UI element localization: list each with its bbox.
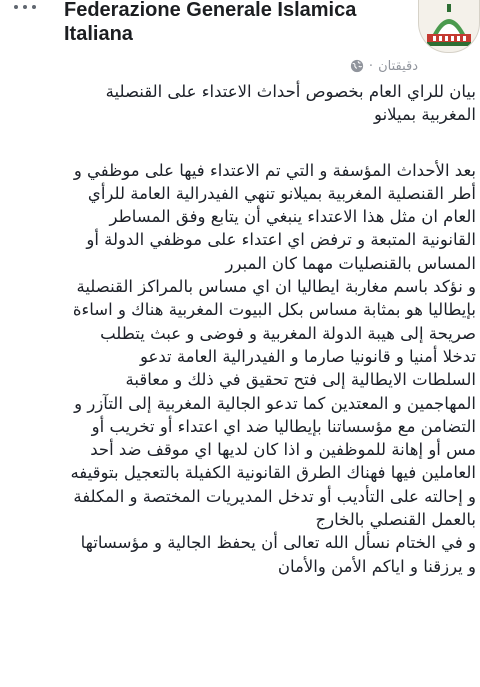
more-dot xyxy=(14,5,18,9)
post-line: العام ان مثل هذا الاعتداء ينبغي أن يتابع وفق المساطر xyxy=(109,207,476,227)
globe-icon[interactable] xyxy=(350,59,364,73)
post-line: المهاجمين و المعتدين كما تدعو الجالية المغربية إلى التآزر و xyxy=(74,393,476,413)
post-title xyxy=(6,80,476,127)
post-line: بإيطاليا هو بمثابة مساس بكل البيوت المغربية هناك و اساءة xyxy=(72,300,476,320)
post-paragraph xyxy=(6,159,476,578)
post-line: العاملين فيها فهناك الطرق القانونية الكفيلة بالتعجيل بتوقيفه xyxy=(70,463,476,483)
post-line: صريحة إلى هيبة الدولة المغربية و فوضى و عبث يتطلب xyxy=(100,323,476,343)
post-line: بالعمل القنصلي بالخارج xyxy=(315,510,476,530)
mosque-logo-icon xyxy=(419,0,479,52)
more-dot xyxy=(23,5,27,9)
post-line: و يرزقنا و اياكم الأمن والأمان xyxy=(277,556,476,576)
post-title-line: المغربية بميلانو xyxy=(374,105,476,125)
more-dot xyxy=(32,5,36,9)
more-options-icon[interactable] xyxy=(10,0,50,14)
post-text xyxy=(6,80,476,578)
post-line: تدخلا أمنيا و قانونيا صارما و الفيدرالية العامة تدعو xyxy=(139,346,476,366)
paragraph-spacer xyxy=(6,127,476,159)
page-avatar[interactable] xyxy=(418,0,480,53)
page-name-link[interactable] xyxy=(64,0,404,46)
post-line: مس أو إهانة للموظفين و اذا كان لديها اي موقف ضد أحد xyxy=(90,440,476,460)
post-line: المساس بالقنصليات مهما كان المبرر xyxy=(225,253,476,273)
post-line: السلطات الايطالية إلى فتح تحقيق في ذلك و معاقبة xyxy=(125,370,476,390)
post-line: و نؤكد باسم مغاربة ايطاليا ان اي مساس بالمراكز القنصلية xyxy=(76,277,476,297)
post-header xyxy=(0,0,480,80)
page-name-line2: Italiana xyxy=(64,23,133,45)
post-line: أطر القنصلية المغربية بميلانو تنهي الفيدرالية العامة للرأي xyxy=(87,183,476,203)
post-line: و في الختام نسأل الله تعالى أن يحفظ الجالية و مؤسساتها xyxy=(80,533,476,553)
post-title-line: بيان للراي العام بخصوص أحداث الاعتداء على القنصلية xyxy=(105,82,476,101)
post-timestamp[interactable]: دقيقتان xyxy=(378,58,418,74)
page-name-line1: Federazione Generale Islamica xyxy=(64,0,357,21)
post-line: بعد الأحداث المؤسفة و التي تم الاعتداء فيها على موظفي و xyxy=(73,160,476,180)
meta-separator: · xyxy=(368,58,374,74)
post-line: التضامن مع مؤسساتنا بإيطاليا ضد اي اعتداء أو تخريب أو xyxy=(91,416,476,436)
post-line: و إحالته على التأديب أو تدخل المديريات المختصة و المكلفة xyxy=(73,486,476,506)
post-line: القانونية المتبعة و ترفض اي اعتداء على موظفي الدولة أو xyxy=(86,230,476,250)
post-meta xyxy=(350,56,418,76)
